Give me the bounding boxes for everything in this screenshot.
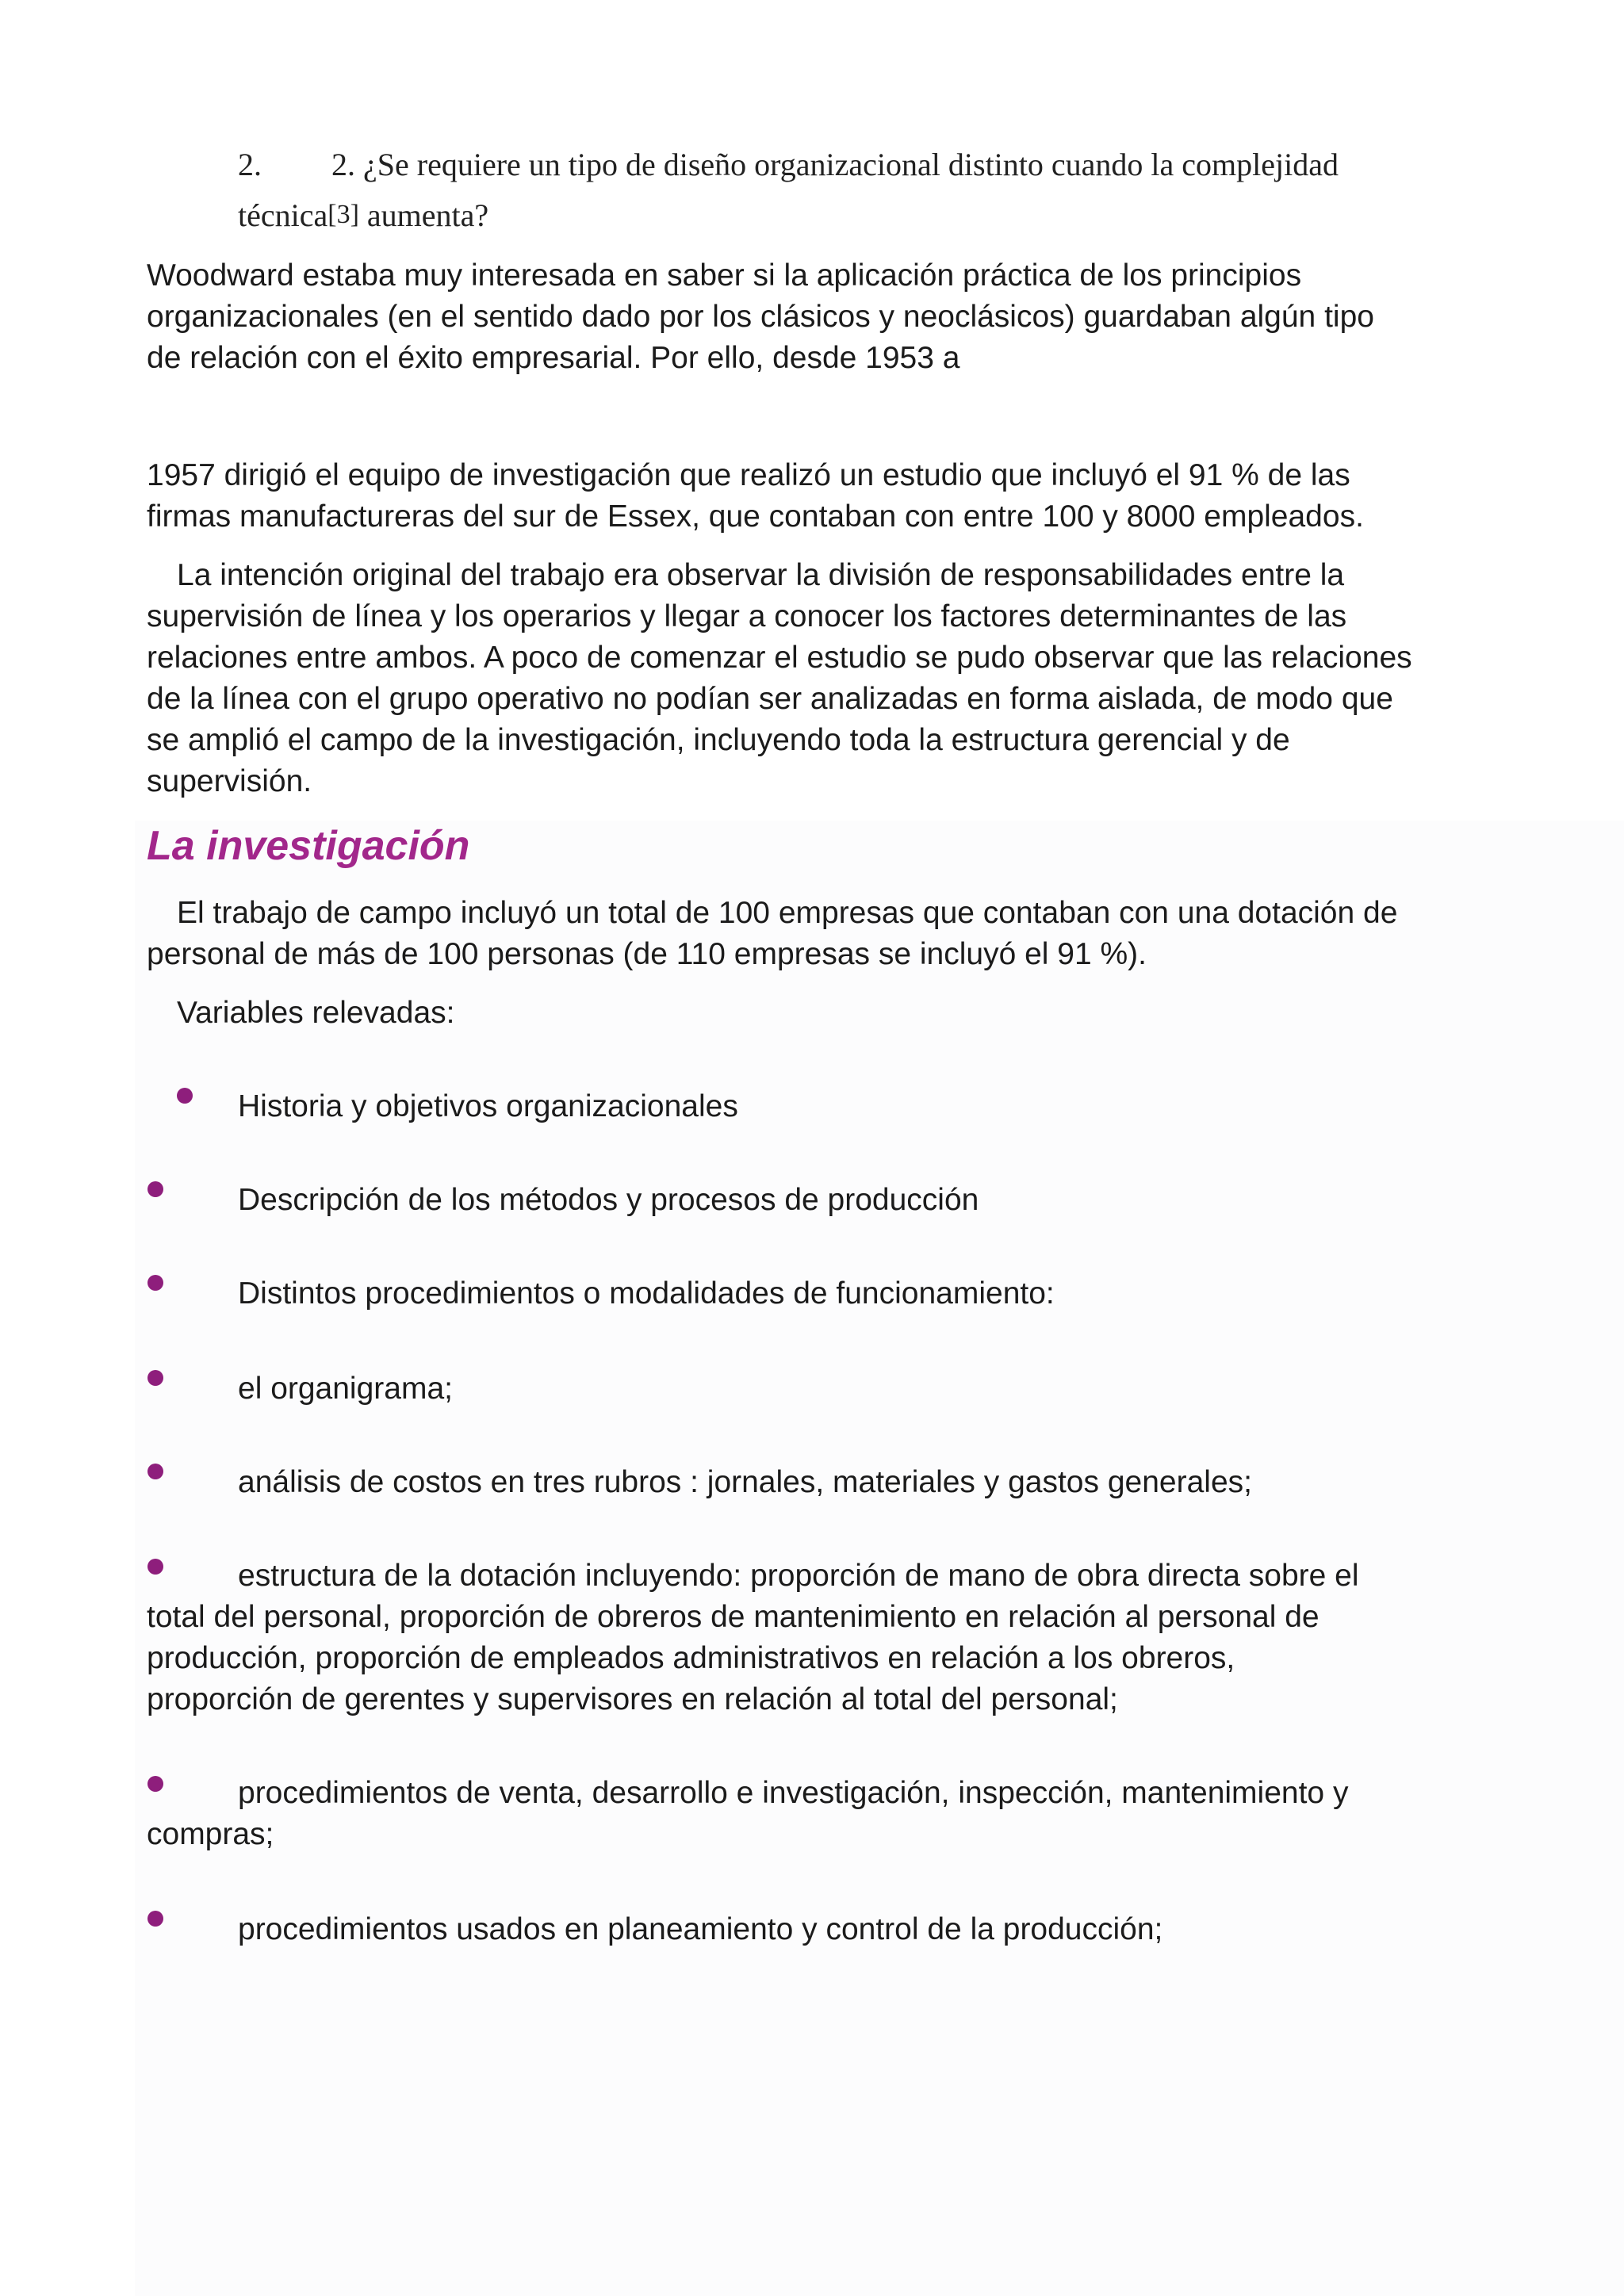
bullet-icon bbox=[147, 1370, 163, 1386]
question-continuation bbox=[238, 190, 488, 243]
bullet-icon bbox=[147, 1464, 163, 1479]
question-text: 2. ¿Se requiere un tipo de diseño organizacional distinto cuando la complejidad bbox=[331, 147, 1339, 182]
paragraph-fieldwork: El trabajo de campo incluyó un total de 100 empresas que contaban con una dotación de personal de más de 100 personas (de 110 empresas se incluyó el 91 %). bbox=[147, 896, 1398, 971]
list-item-text: Descripción de los métodos y procesos de producción bbox=[238, 1183, 979, 1217]
paragraph-study: 1957 dirigió el equipo de investigación que realizó un estudio que incluyó el 91 % de las firmas manufactureras del sur de Essex, que contaban con entre 100 y 8000 empleados. bbox=[147, 458, 1364, 534]
bullet-icon bbox=[147, 1181, 163, 1197]
footnote-reference[interactable]: [3] bbox=[327, 200, 359, 229]
list-item-text: el organigrama; bbox=[238, 1372, 453, 1406]
bullet-icon bbox=[147, 1275, 163, 1291]
list-item-text: estructura de la dotación incluyendo: proporción de mano de obra directa sobre el total del personal, proporción de obreros de mantenimiento en relación al personal de producción, proporción de empleados administrativos en relación a los obreros, proporción de gerentes y supervisores en relación al total del personal; bbox=[147, 1559, 1359, 1716]
section-heading: La investigación bbox=[147, 823, 470, 869]
question-end: aumenta? bbox=[358, 197, 489, 233]
variables-label: Variables relevadas: bbox=[177, 996, 455, 1030]
list-item-text: procedimientos de venta, desarrollo e investigación, inspección, mantenimiento y compras; bbox=[147, 1776, 1349, 1851]
paragraph-woodward: Woodward estaba muy interesada en saber si la aplicación práctica de los principios organizacionales (en el sentido dado por los clásicos y neoclásicos) guardaban algún tipo de relación con el éxito empresarial. Por ello, desde 1953 a bbox=[147, 258, 1374, 375]
bullet-icon bbox=[147, 1911, 163, 1927]
paragraph-intention: La intención original del trabajo era observar la división de responsabilidades entre la supervisión de línea y los operarios y llegar a conocer los factores determinantes de las relaciones entre ambos. A poco de comenzar el estudio se pudo observar que las relaciones de la línea con el grupo operativo no podían ser analizadas en forma aislada, de modo que se amplió el campo de la investigación, incluyendo toda la estructura gerencial y de supervisión. bbox=[147, 558, 1412, 798]
bullet-icon bbox=[177, 1088, 193, 1104]
question-number: 2. bbox=[238, 147, 262, 182]
list-item-text: procedimientos usados en planeamiento y control de la producción; bbox=[238, 1912, 1163, 1946]
question-word: técnica bbox=[238, 197, 328, 233]
list-item-text: Historia y objetivos organizacionales bbox=[238, 1089, 738, 1123]
list-item-text: análisis de costos en tres rubros : jornales, materiales y gastos generales; bbox=[238, 1465, 1252, 1499]
list-item-text: Distintos procedimientos o modalidades de funcionamiento: bbox=[238, 1276, 1055, 1311]
